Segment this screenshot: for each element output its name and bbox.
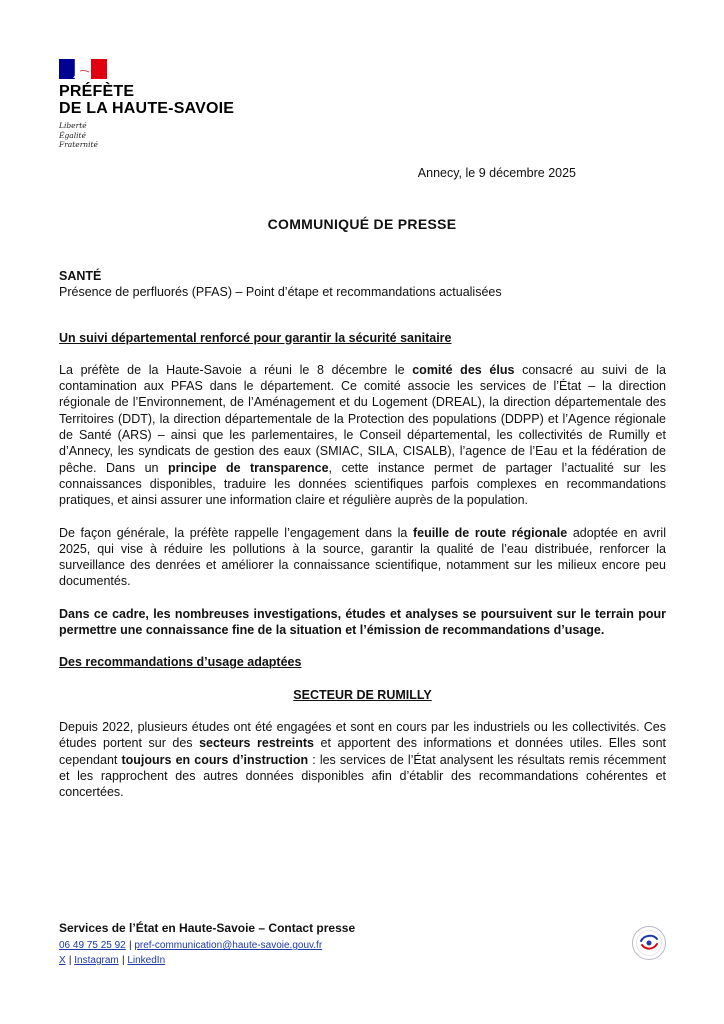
bold-run: comité des élus	[412, 362, 515, 377]
institution-line-2: DE LA HAUTE-SAVOIE	[59, 100, 235, 117]
bold-run: toujours en cours d’instruction	[121, 752, 309, 767]
bold-run: secteurs restreints	[199, 736, 314, 751]
section-1-paragraph-1	[59, 362, 666, 509]
separator: |	[128, 940, 135, 951]
separator: |	[121, 955, 128, 966]
document-title: COMMUNIQUÉ DE PRESSE	[267, 216, 457, 232]
bold-run: principe de transparence	[167, 460, 329, 475]
section-1-paragraph-3: Dans ce cadre, les nombreuses investigations, études et analyses se poursuivent sur le terrain pour permettre une connaissance fine de la situation et l’émission de recommandations d’usage.	[59, 606, 666, 638]
document-body	[59, 268, 666, 800]
theme-label: SANTÉ	[59, 269, 102, 283]
text-run: , cette instance permet de partager l’actualité sur les connaissances disponibles, traduire les données scientifiques parfois complexes en recommandations pratiques, et ainsi assurer une information claire et régulière auprès de la population.	[59, 460, 666, 508]
text-run: : les services de l’État analysent les résultats remis récemment et les rapprochent des autres données disponibles afin d’établir des recommandations cohérentes et concertées.	[59, 752, 666, 800]
document-subtitle: Présence de perfluorés (PFAS) – Point d’étape et recommandations actualisées	[59, 285, 502, 300]
section-2-subheading: SECTEUR DE RUMILLY	[293, 687, 432, 702]
motto-fraternite: Fraternité	[59, 140, 98, 149]
motto-liberte: Liberté	[59, 121, 87, 130]
phone-link[interactable]: 06 49 75 25 92	[59, 940, 126, 951]
institution-name	[59, 83, 259, 117]
instagram-link[interactable]: Instagram	[74, 955, 119, 966]
motto-egalite: Égalité	[59, 130, 86, 140]
text-run: consacré au suivi de la contamination aux PFAS dans le département. Ce comité associe les services de l’État – la direction régionale de l’Environnement, de l’Aménagement et du Logement (DREAL), la direction départementale des Territoires (DDT), la direction départementale de la Protection des populations (DDPP) et l’Agence régionale de Santé (ARS) – ainsi que les parlementaires, le Conseil départemental, les collectivités de Rumilly et d’Annecy, les syndicats de gestion des eaux (SMIAC, SILA, CISALB), l’agence de l’Eau et la fédération de pêche. Dans un	[59, 362, 666, 475]
text-run: adoptée en avril 2025, qui vise à réduire les pollutions à la source, garantir la qualité de l’eau distribuée, renforcer la surveillance des denrées et améliorer la connaissance scientifique, notamment sur les milieux encore peu documentés.	[59, 525, 666, 589]
text-run: De façon générale, la préfète rappelle l’engagement dans la	[59, 525, 413, 540]
section-2-paragraph-1	[59, 719, 666, 800]
service-seal-icon	[631, 925, 667, 961]
footer-contact-line	[59, 938, 355, 953]
text-run: La préfète de la Haute-Savoie a réuni le 8 décembre le	[59, 362, 413, 377]
section-2-heading: Des recommandations d’usage adaptées	[59, 655, 302, 670]
linkedin-link[interactable]: LinkedIn	[127, 955, 166, 966]
email-link[interactable]: pref-communication@haute-savoie.gouv.fr	[134, 940, 323, 951]
document-date: Annecy, le 9 décembre 2025	[417, 166, 576, 180]
text-run: Depuis 2022, plusieurs études ont été engagées et sont en cours par les industriels ou les collectivités. Ces études portent sur des	[59, 719, 666, 751]
footer-social-line	[59, 953, 355, 968]
text-run: et apportent des informations et données utiles. Elles sont cependant	[59, 736, 666, 767]
republic-motto	[59, 121, 259, 150]
section-1-paragraph-2	[59, 525, 666, 590]
bold-run: feuille de route régionale	[412, 525, 568, 540]
prefecture-logo	[59, 59, 259, 150]
separator: |	[68, 955, 75, 966]
x-link[interactable]: X	[59, 955, 66, 966]
footer-contact	[59, 921, 355, 968]
section-1-heading: Un suivi départemental renforcé pour garantir la sécurité sanitaire	[59, 330, 452, 345]
footer-title: Services de l’État en Haute-Savoie – Contact presse	[59, 921, 356, 935]
institution-line-1: PRÉFÈTE	[59, 83, 135, 100]
marianne-flag-icon	[59, 59, 107, 79]
